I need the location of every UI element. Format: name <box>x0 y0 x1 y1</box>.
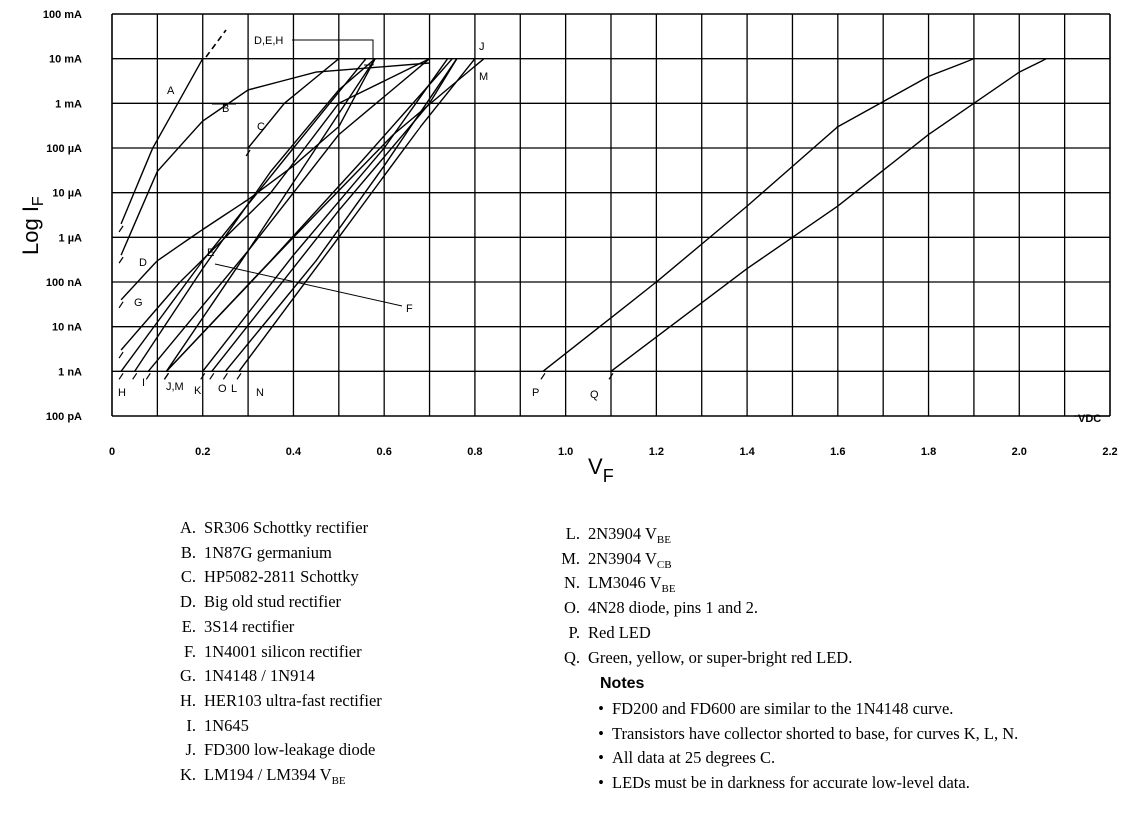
curve-start-mark <box>119 373 123 379</box>
curve-start-mark <box>237 373 241 379</box>
label-a: A <box>167 85 175 97</box>
legend-letter: B. <box>180 542 196 562</box>
x-unit-label: VDC <box>1078 413 1102 425</box>
label-i: I <box>142 377 146 389</box>
legend-item <box>168 640 382 665</box>
curve-p <box>543 59 974 372</box>
x-axis-title-sub: F <box>602 466 614 486</box>
curve-n <box>239 59 475 372</box>
x-tick-label: 1.6 <box>830 446 846 458</box>
legend-letter: I. <box>186 715 196 735</box>
label-k: K <box>194 385 202 397</box>
legend-letter: P. <box>568 622 580 642</box>
curve-i <box>148 59 429 372</box>
legend-left <box>168 516 382 788</box>
x-tick-label: 1.8 <box>920 446 937 458</box>
y-tick-label: 100 pA <box>45 411 82 423</box>
x-tick-label: 0.4 <box>285 446 302 458</box>
legend-subscript: BE <box>331 775 346 788</box>
y-tick-label: 100 nA <box>45 277 82 289</box>
legend-text: FD300 low-leakage diode <box>204 740 376 760</box>
y-tick-label: 100 µA <box>46 143 82 155</box>
curve-a <box>121 59 203 224</box>
legend-item <box>168 714 382 739</box>
legend-letter: K. <box>179 765 196 785</box>
legend-letter: L. <box>565 524 580 543</box>
legend-item <box>168 664 382 689</box>
legend-text: 1N645 <box>204 715 249 735</box>
legend-text: HP5082-2811 Schottky <box>204 567 359 587</box>
legend-letter: H. <box>179 690 196 710</box>
label-n: N <box>256 387 264 399</box>
label-e: E <box>207 247 215 259</box>
legend-item <box>168 615 382 640</box>
note-item <box>590 722 1018 747</box>
legend-text: Big old stud rectifier <box>204 592 342 612</box>
legend-letter: A. <box>179 518 196 537</box>
curve-q <box>611 59 1047 372</box>
label-j-top: J <box>479 41 485 53</box>
legend-letter: N. <box>563 573 580 593</box>
legend-text: 4N28 diode, pins 1 and 2. <box>588 598 759 618</box>
y-axis-title <box>18 196 47 255</box>
legend-letter: J. <box>185 740 196 760</box>
label-l: L <box>231 383 238 395</box>
y-tick-label: 10 nA <box>52 321 82 334</box>
legend-letter: D. <box>179 592 196 612</box>
x-tick-label: 0.2 <box>195 446 211 458</box>
x-tick-label: 2.0 <box>1011 446 1027 458</box>
curve-start-mark <box>223 373 227 379</box>
legend-item <box>552 571 1018 596</box>
x-tick-label: 1.2 <box>648 446 665 458</box>
y-tick-labels <box>43 9 82 423</box>
label-p: P <box>532 387 540 399</box>
legend-letter: C. <box>180 567 196 587</box>
legend-subscript: CB <box>656 558 672 571</box>
legend-text: 1N4001 silicon rectifier <box>204 641 362 661</box>
label-jm: J,M <box>166 381 184 393</box>
legend-item <box>552 646 1018 671</box>
legend-text: 3S14 rectifier <box>204 616 295 636</box>
legend-subscript: BE <box>661 583 676 596</box>
bullet-icon: • <box>598 748 604 768</box>
y-axis-title-sub: F <box>30 196 47 207</box>
legend-item <box>168 565 382 590</box>
label-d: D <box>139 257 147 269</box>
x-tick-label: 0 <box>108 446 116 458</box>
curve-l <box>225 59 456 372</box>
x-tick-label: 1.4 <box>739 446 755 458</box>
x-tick-label: 0.6 <box>376 446 392 458</box>
y-tick-label: 1 mA <box>55 98 82 111</box>
legend-text: 2N3904 V <box>588 548 657 568</box>
y-tick-label: 1 µA <box>58 232 82 245</box>
curve-start-mark <box>119 257 123 263</box>
legend-text: 1N87G germanium <box>204 542 332 562</box>
bullet-icon: • <box>598 698 604 718</box>
legend-item <box>168 763 382 788</box>
y-tick-label: 10 mA <box>48 53 82 66</box>
legend-item <box>552 621 1018 646</box>
label-b: B <box>222 103 230 115</box>
legend-letter: O. <box>563 598 580 618</box>
note-text: Transistors have collector shorted to base, for curves K, L, N. <box>612 723 1019 743</box>
legend-text: LM3046 V <box>588 573 662 593</box>
label-f: F <box>406 303 413 315</box>
curve-start-mark <box>119 226 123 232</box>
label-h: H <box>118 387 126 399</box>
legend-letter: M. <box>561 548 580 568</box>
x-axis-title-main: V <box>588 454 603 479</box>
label-c: C <box>257 121 265 133</box>
label-deh: D,E,H <box>254 35 284 47</box>
curve-start-mark <box>541 373 545 379</box>
legend-text: Red LED <box>588 622 651 642</box>
curve-start-mark <box>210 373 214 379</box>
note-item <box>590 746 1018 771</box>
label-o: O <box>218 383 227 395</box>
legend-letter: F. <box>184 641 196 661</box>
label-m-top: M <box>479 71 489 83</box>
curve-start-mark <box>146 373 150 379</box>
y-tick-label: 100 mA <box>42 9 82 21</box>
label-g: G <box>134 297 143 309</box>
note-text: LEDs must be in darkness for accurate low-level data. <box>612 773 970 793</box>
legend-letter: E. <box>181 616 196 636</box>
legend-item <box>552 547 1018 572</box>
legend-item <box>552 522 1018 547</box>
label-q: Q <box>590 389 599 401</box>
legend-text: 1N4148 / 1N914 <box>204 666 315 686</box>
x-tick-label: 2.2 <box>1102 446 1118 458</box>
deh-bracket <box>292 40 373 65</box>
legend-text: Green, yellow, or super-bright red LED. <box>588 647 853 667</box>
curve-start-mark <box>119 352 123 358</box>
curve-start-mark <box>119 302 123 308</box>
curve-start-mark <box>164 373 168 379</box>
x-tick-labels <box>109 446 1118 458</box>
legend-item <box>168 516 382 541</box>
legend-item <box>552 596 1018 621</box>
y-tick-label: 10 µA <box>52 187 82 200</box>
legend-item <box>168 590 382 615</box>
legend-subscript: BE <box>656 534 671 546</box>
legend-letter: Q. <box>563 647 580 667</box>
legend-text: LM194 / LM394 V <box>204 765 332 785</box>
note-item <box>590 697 1018 722</box>
note-text: FD200 and FD600 are similar to the 1N4148 curve. <box>612 698 954 718</box>
bullet-icon: • <box>598 723 604 743</box>
y-axis-title-main: Log I <box>18 206 43 255</box>
note-text: All data at 25 degrees C. <box>612 748 776 768</box>
notes-title: Notes <box>600 675 645 693</box>
note-item <box>590 771 1018 796</box>
curve-start-mark <box>133 373 137 379</box>
legend-item <box>168 689 382 714</box>
legend-text: HER103 ultra-fast rectifier <box>204 690 382 710</box>
bullet-icon: • <box>598 773 604 793</box>
curve-g <box>121 59 429 350</box>
x-tick-label: 0.8 <box>467 446 483 458</box>
curve-j <box>166 59 452 372</box>
x-tick-label: 1.0 <box>557 446 574 458</box>
y-tick-label: 1 nA <box>58 366 82 379</box>
legend-text: 2N3904 V <box>588 524 657 543</box>
legend-item <box>168 541 382 566</box>
curve-a-extension <box>206 30 226 57</box>
legend-letter: G. <box>179 666 196 686</box>
curve-f <box>166 59 375 372</box>
x-axis-title <box>588 454 614 486</box>
chart-grid <box>112 14 1110 416</box>
legend-item <box>168 738 382 763</box>
legend-right <box>552 522 1018 796</box>
legend-text: SR306 Schottky rectifier <box>204 518 369 537</box>
